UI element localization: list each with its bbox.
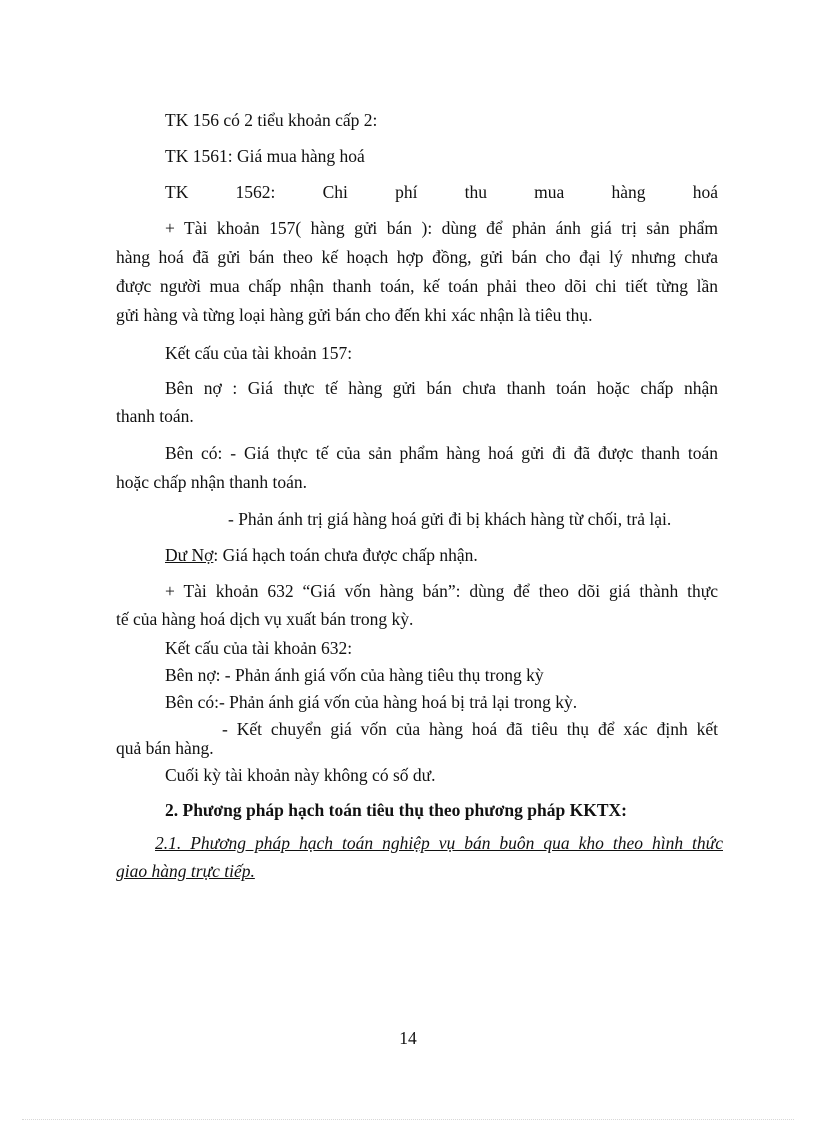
section-heading: 2. Phương pháp hạch toán tiêu thụ theo phương pháp KKTX: (165, 800, 627, 820)
text-line: - Phản ánh trị giá hàng hoá gửi đi bị khách hàng từ chối, trả lại. (228, 509, 672, 529)
page-divider (22, 1119, 794, 1120)
text-line: tế của hàng hoá dịch vụ xuất bán trong kỳ. (116, 609, 414, 629)
subsection-heading: giao hàng trực tiếp. (116, 861, 255, 881)
text-line: hoặc chấp nhận thanh toán. (116, 472, 307, 492)
text-line: Cuối kỳ tài khoản này không có số dư. (165, 765, 436, 785)
text-line (165, 544, 718, 566)
text-line: Kết cấu của tài khoản 157: (165, 343, 353, 363)
text-line: gửi hàng và từng loại hàng gửi bán cho đến khi xác nhận là tiêu thụ. (116, 305, 593, 325)
text-line: Bên nợ : Giá thực tế hàng gửi bán chưa thanh toán hoặc chấp nhận (165, 378, 718, 398)
text-line: + Tài khoản 632 “Giá vốn hàng bán”: dùng để theo dõi giá thành thực (165, 581, 718, 601)
text-line: Bên có:- Phản ánh giá vốn của hàng hoá bị trả lại trong kỳ. (165, 692, 578, 712)
text-line: - Kết chuyển giá vốn của hàng hoá đã tiêu thụ để xác định kết (222, 719, 718, 739)
text-line: + Tài khoản 157( hàng gửi bán ): dùng để phản ánh giá trị sản phẩm (165, 218, 718, 238)
text-line: hàng hoá đã gửi bán theo kế hoạch hợp đồng, gửi bán cho đại lý nhưng chưa (116, 247, 718, 267)
text-line: Bên nợ: - Phản ánh giá vốn của hàng tiêu thụ trong kỳ (165, 665, 544, 685)
underlined-label: Dư Nợ (165, 545, 214, 565)
text-line: được người mua chấp nhận thanh toán, kế toán phải theo dõi chi tiết từng lần (116, 276, 718, 296)
text-segment: : Giá hạch toán chưa được chấp nhận. (213, 545, 478, 565)
text-line: TK 1561: Giá mua hàng hoá (165, 146, 365, 166)
text-line: TK 1562: Chi phí thu mua hàng hoá (165, 182, 718, 202)
text-line: quả bán hàng. (116, 738, 214, 758)
text-line: TK 156 có 2 tiểu khoản cấp 2: (165, 110, 378, 130)
text-line: Kết cấu của tài khoản 632: (165, 638, 353, 658)
page-number: 14 (399, 1028, 417, 1048)
subsection-heading: 2.1. Phương pháp hạch toán nghiệp vụ bán buôn qua kho theo hình thức (155, 833, 723, 853)
text-line: thanh toán. (116, 406, 194, 426)
text-line: Bên có: - Giá thực tế của sản phẩm hàng hoá gửi đi đã được thanh toán (165, 443, 718, 463)
